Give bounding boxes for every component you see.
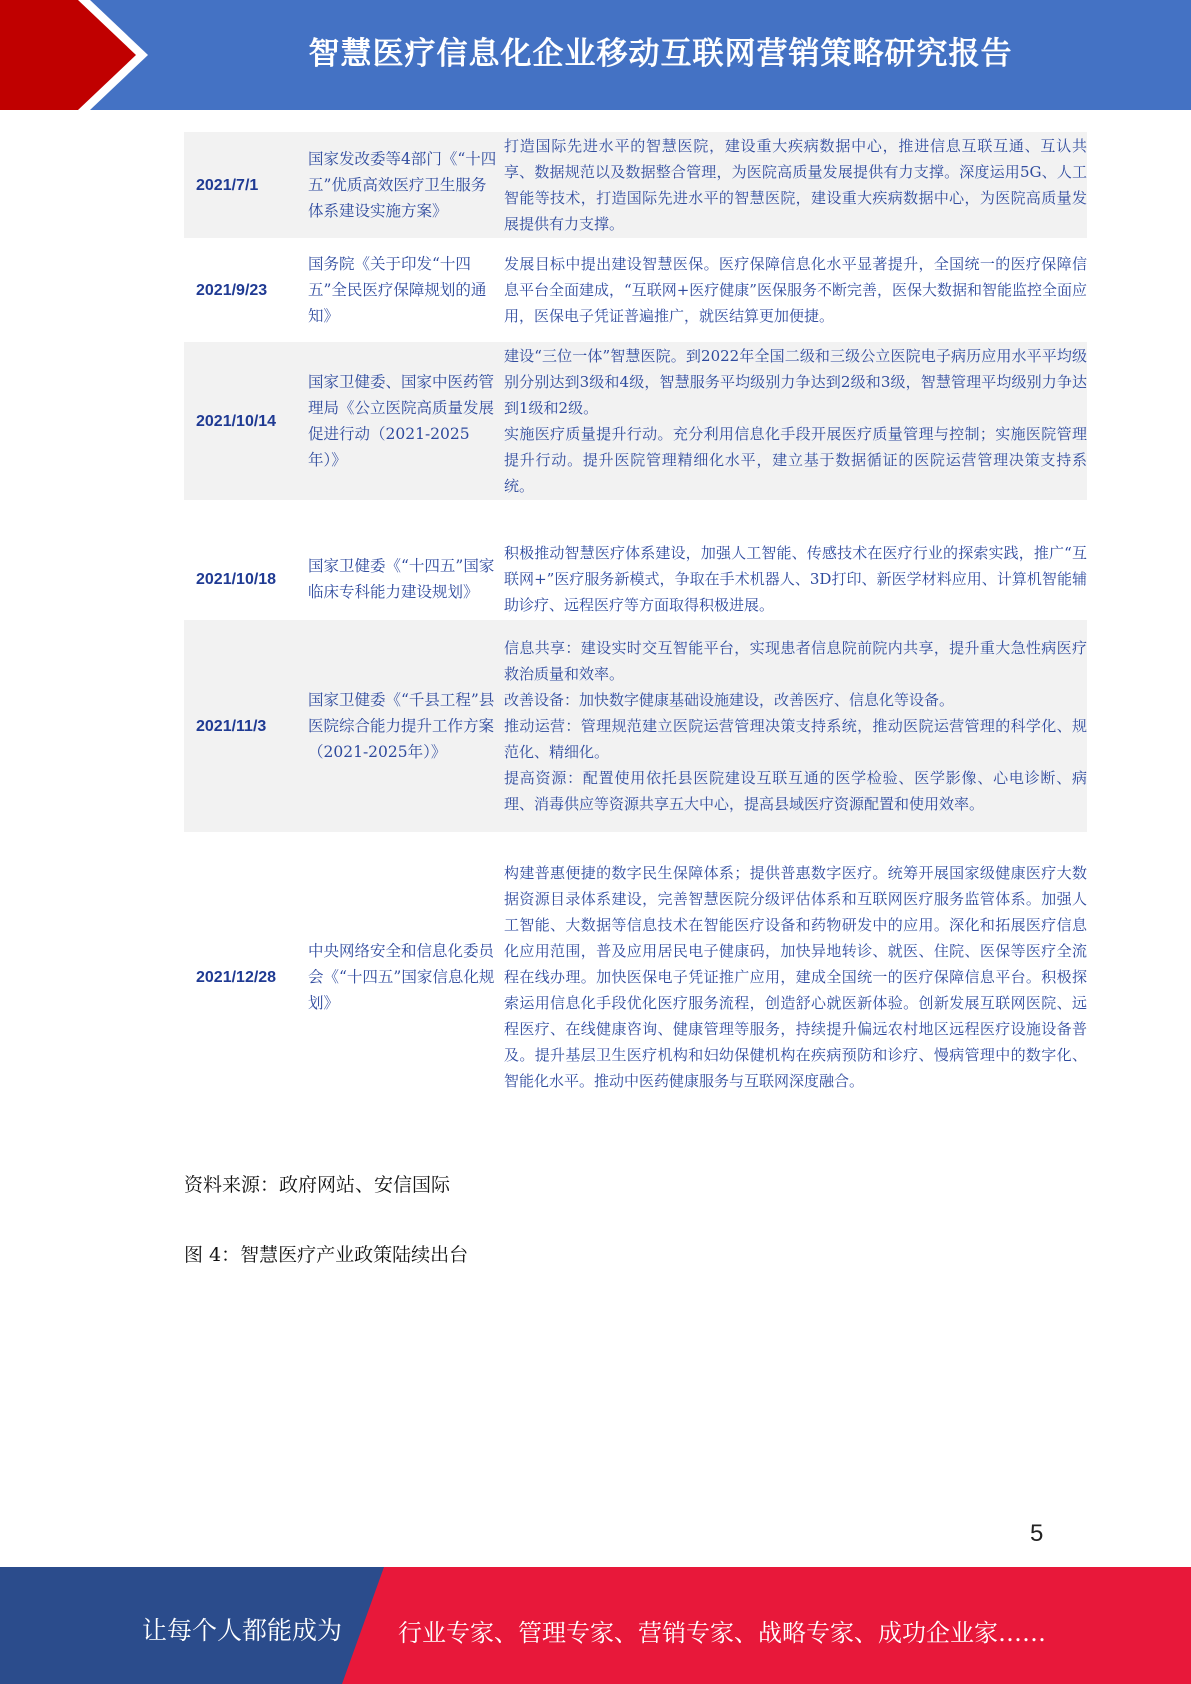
policy-date: 2021/11/3 — [196, 718, 267, 735]
figure-caption: 图 4：智慧医疗产业政策陆续出台 — [184, 1244, 469, 1266]
policy-date: 2021/12/28 — [196, 969, 277, 986]
data-source-note: 资料来源：政府网站、安信国际 — [184, 1174, 451, 1196]
policy-description: 信息共享：建设实时交互智能平台，实现患者信息院前院内共享，提升重大急性病医疗救治质量和效率。 改善设备：加快数字健康基础设施建设，改善医疗、信息化等设备。 推动运营：管理规范建立医院运营管理决策支持系统，推动医院运营管理的科学化、规范化、精细化。 提高资源：配置使用依托县医院建设互联互通的医学检验、医学影像、心电诊断、病理、消毒供应等资源共享五大中心，提高县域医疗资源配置和使用效率。 — [504, 639, 1087, 813]
policy-title: 国家卫健委《“千县工程”县医院综合能力提升工作方案（2021-2025年）》 — [308, 691, 495, 761]
table-row — [184, 620, 1087, 832]
table-row — [184, 238, 1087, 342]
policy-title: 国务院《关于印发“十四五”全民医疗保障规划的通知》 — [308, 255, 487, 325]
policy-table-bottom — [184, 538, 1087, 1122]
policy-date: 2021/9/23 — [196, 282, 268, 299]
table-row — [184, 538, 1087, 620]
policy-date: 2021/7/1 — [196, 177, 259, 194]
footer-slogan-left: 让每个人都能成为 — [142, 1616, 343, 1645]
policy-title: 中央网络安全和信息化委员会《“十四五”国家信息化规划》 — [308, 942, 495, 1012]
page-number: 5 — [1030, 1520, 1044, 1547]
policy-title: 国家发改委等4部门《“十四五”优质高效医疗卫生服务体系建设实施方案》 — [308, 150, 497, 220]
policy-description: 积极推动智慧医疗体系建设，加强人工智能、传感技术在医疗行业的探索实践，推广“互联网+”医疗服务新模式，争取在手术机器人、3D打印、新医学材料应用、计算机智能辅助诊疗、远程医疗等方面取得积极进展。 — [504, 544, 1087, 614]
report-title: 智慧医疗信息化企业移动互联网营销策略研究报告 — [308, 36, 1013, 72]
table-row — [184, 132, 1087, 238]
policy-description: 构建普惠便捷的数字民生保障体系；提供普惠数字医疗。统筹开展国家级健康医疗大数据资源目录体系建设，完善智慧医院分级评估体系和互联网医疗服务监管体系。加强人工智能、大数据等信息技术在智能医疗设备和药物研发中的应用。深化和拓展医疗信息化应用范围，普及应用居民电子健康码，加快异地转诊、就医、住院、医保等医疗全流程在线办理。加快医保电子凭证推广应用，建成全国统一的医疗保障信息平台。积极探索运用信息化手段优化医疗服务流程，创造舒心就医新体验。创新发展互联网医院、远程医疗、在线健康咨询、健康管理等服务，持续提升偏远农村地区远程医疗设施设备普及。提升基层卫生医疗机构和妇幼保健机构在疾病预防和诊疗、慢病管理中的数字化、智能化水平。推动中医药健康服务与互联网深度融合。 — [504, 864, 1087, 1090]
policy-description: 建设“三位一体”智慧医院。到2022年全国二级和三级公立医院电子病历应用水平平均级别分别达到3级和4级，智慧服务平均级别力争达到2级和3级，智慧管理平均级别力争达到1级和2级。 实施医疗质量提升行动。充分利用信息化手段开展医疗质量管理与控制；实施医院管理提升行动。提升医院管理精细化水平，建立基于数据循证的医院运营管理决策支持系统。 — [504, 347, 1087, 495]
policy-title: 国家卫健委、国家中医药管理局《公立医院高质量发展促进行动（2021-2025年）》 — [308, 373, 495, 469]
footer-slogan-right: 行业专家、管理专家、营销专家、战略专家、成功企业家…… — [398, 1619, 1046, 1647]
policy-date: 2021/10/14 — [196, 413, 277, 430]
table-row — [184, 832, 1087, 1122]
policy-title: 国家卫健委《“十四五”国家临床专科能力建设规划》 — [308, 557, 495, 601]
policy-description: 打造国际先进水平的智慧医院，建设重大疾病数据中心，推进信息互联互通、互认共享、数据规范以及数据整合管理，为医院高质量发展提供有力支撑。深度运用5G、人工智能等技术，打造国际先进水平的智慧医院，建设重大疾病数据中心，为医院高质量发展提供有力支撑。 — [504, 137, 1087, 233]
policy-description: 发展目标中提出建设智慧医保。医疗保障信息化水平显著提升，全国统一的医疗保障信息平台全面建成，“互联网+医疗健康”医保服务不断完善，医保大数据和智能监控全面应用，医保电子凭证普遍推广，就医结算更加便捷。 — [504, 255, 1087, 325]
policy-date: 2021/10/18 — [196, 571, 277, 588]
table-row — [184, 342, 1087, 500]
policy-table-top — [184, 132, 1087, 500]
report-header — [0, 0, 1191, 110]
report-footer — [0, 1567, 1191, 1684]
